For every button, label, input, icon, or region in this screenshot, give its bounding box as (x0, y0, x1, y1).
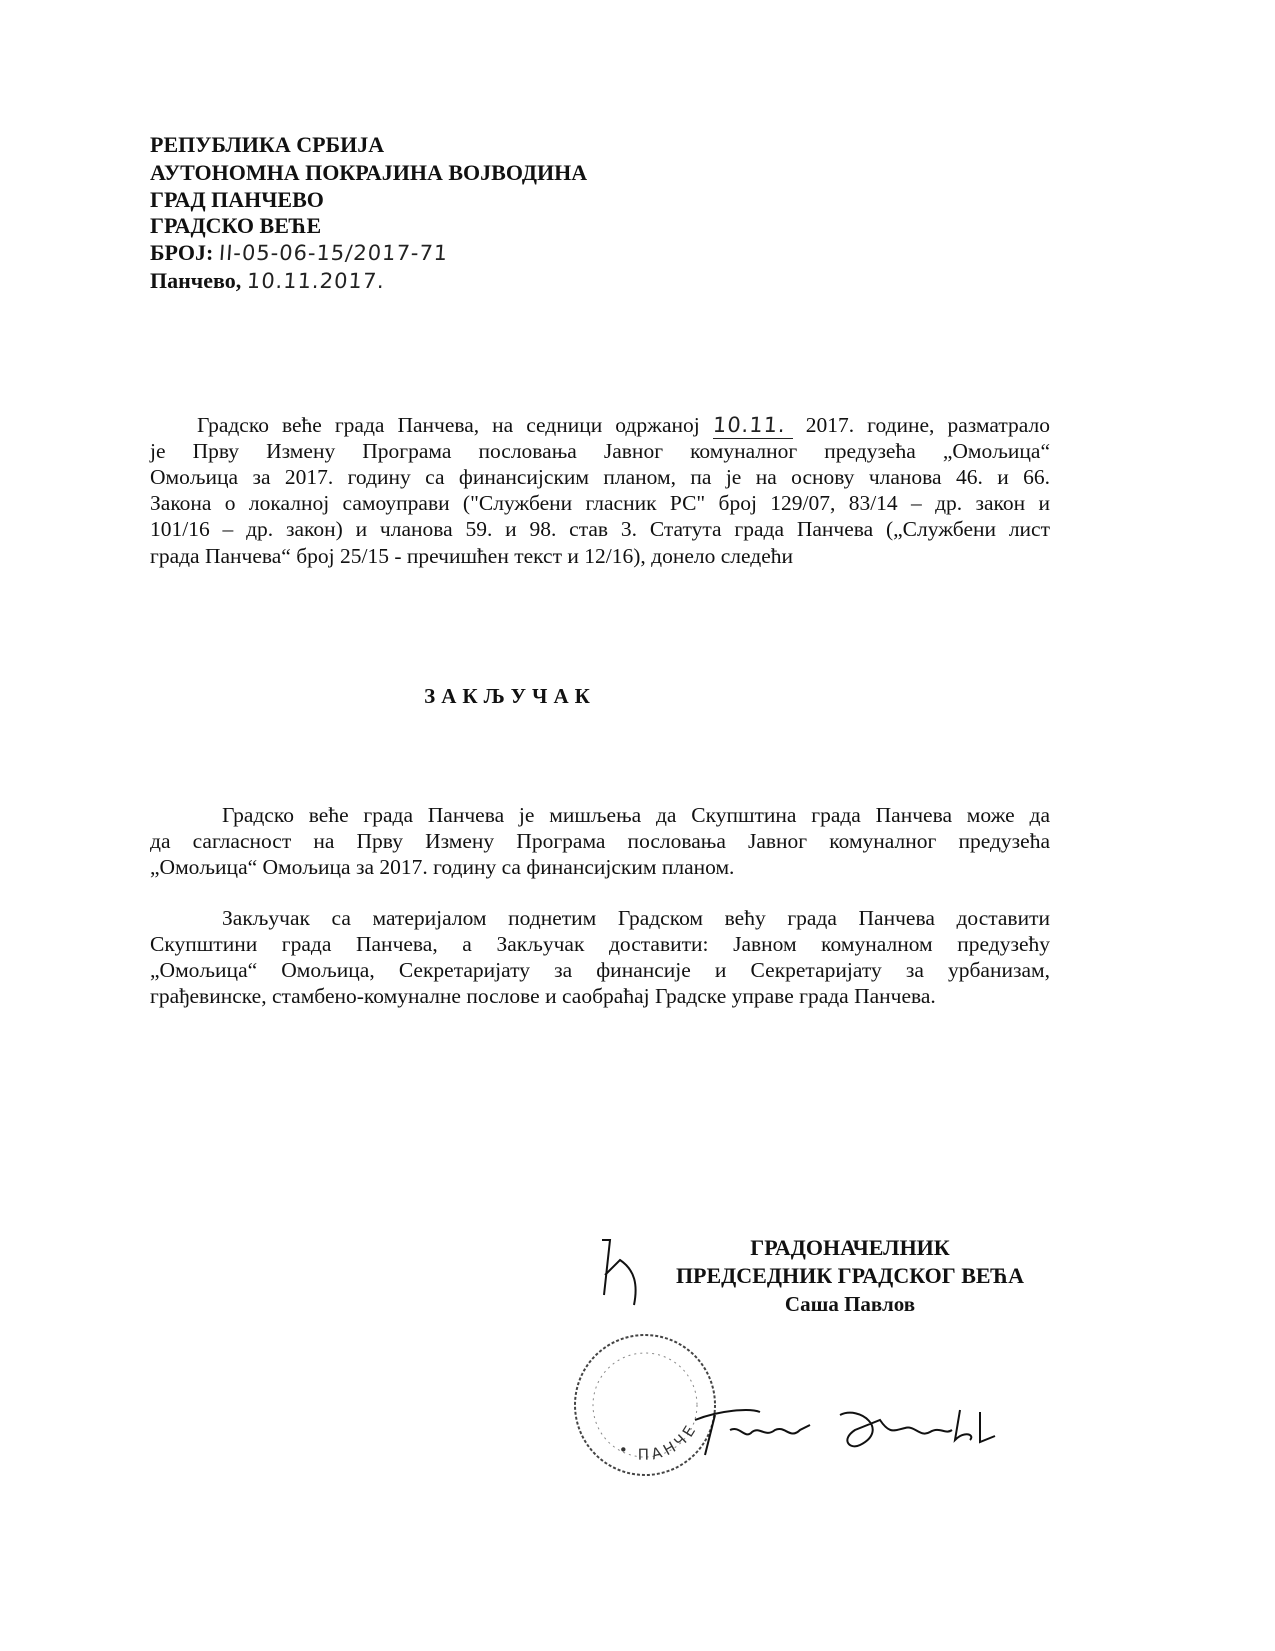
document-number (150, 240, 448, 266)
document-title: ЗАКЉУЧАК (424, 684, 596, 708)
delivery-line: „Омољица“ Омољица, Секретаријату за финансије и Секретаријату за урбанизам, (150, 958, 1050, 982)
conclusion-line: Градско веће града Панчева је мишљења да Скупштина града Панчева може да (222, 803, 1050, 827)
header-council: ГРАДСКО ВЕЋЕ (150, 213, 322, 238)
session-date-value: 10.11. (711, 413, 787, 437)
signatory-title: ГРАДОНАЧЕЛНИК (750, 1235, 950, 1260)
signatory-title-2: ПРЕДСЕДНИК ГРАДСКОГ ВЕЋА (675, 1263, 1025, 1288)
preamble-line (150, 412, 1050, 439)
conclusion-line: да сагласност на Прву Измену Програма пословања Јавног комуналног предузећа (150, 829, 1050, 853)
document-date (150, 268, 385, 294)
conclusion-line: „Омољица“ Омољица за 2017. годину са финансијским планом. (150, 855, 735, 879)
date-value: 10.11.2017. (245, 269, 386, 293)
preamble-text: 2017. године, разматрало (805, 413, 1050, 437)
preamble-line: града Панчева“ број 25/15 - пречишћен текст и 12/16), донело следећи (150, 544, 793, 568)
delivery-line: Скупштини града Панчева, а Закључак доставити: Јавном комуналном предузећу (150, 932, 1050, 956)
delivery-line: Закључак са материјалом поднетим Градском већу града Панчева доставити (222, 906, 1050, 930)
session-date (713, 412, 793, 439)
preamble-line: је Прву Измену Програма пословања Јавног комуналног предузећа „Омољица“ (150, 439, 1050, 463)
svg-text:• ПАНЧЕ: • ПАНЧЕ (615, 1419, 702, 1464)
place-label: Панчево, (150, 268, 242, 293)
header-province: АУТОНОМНА ПОКРАЈИНА ВОЈВОДИНА (150, 160, 588, 185)
signatory-name: Саша Павлов (784, 1292, 916, 1316)
number-value: II-05-06-15/2017-71 (217, 241, 449, 265)
preamble-line: Омољица за 2017. годину са финансијским планом, па је на основу чланова 46. и 66. (150, 465, 1050, 489)
handwritten-signature (690, 1400, 1020, 1460)
initial-mark (590, 1235, 650, 1315)
delivery-line: грађевинске, стамбено-комуналне послове и саобраћај Градске управе града Панчева. (150, 984, 936, 1008)
preamble-text: Градско веће града Панчева, на седници одржаној (197, 413, 700, 437)
number-label: БРОЈ: (150, 240, 214, 265)
preamble-line: 101/16 – др. закон) и чланова 59. и 98. став 3. Статута града Панчева („Службени лист (150, 517, 1050, 541)
header-republic: РЕПУБЛИКА СРБИЈА (150, 132, 385, 157)
preamble-line: Закона о локалној самоуправи ("Службени гласник РС" број 129/07, 83/14 – др. закон и (150, 491, 1050, 515)
header-city: ГРАД ПАНЧЕВО (150, 187, 324, 212)
